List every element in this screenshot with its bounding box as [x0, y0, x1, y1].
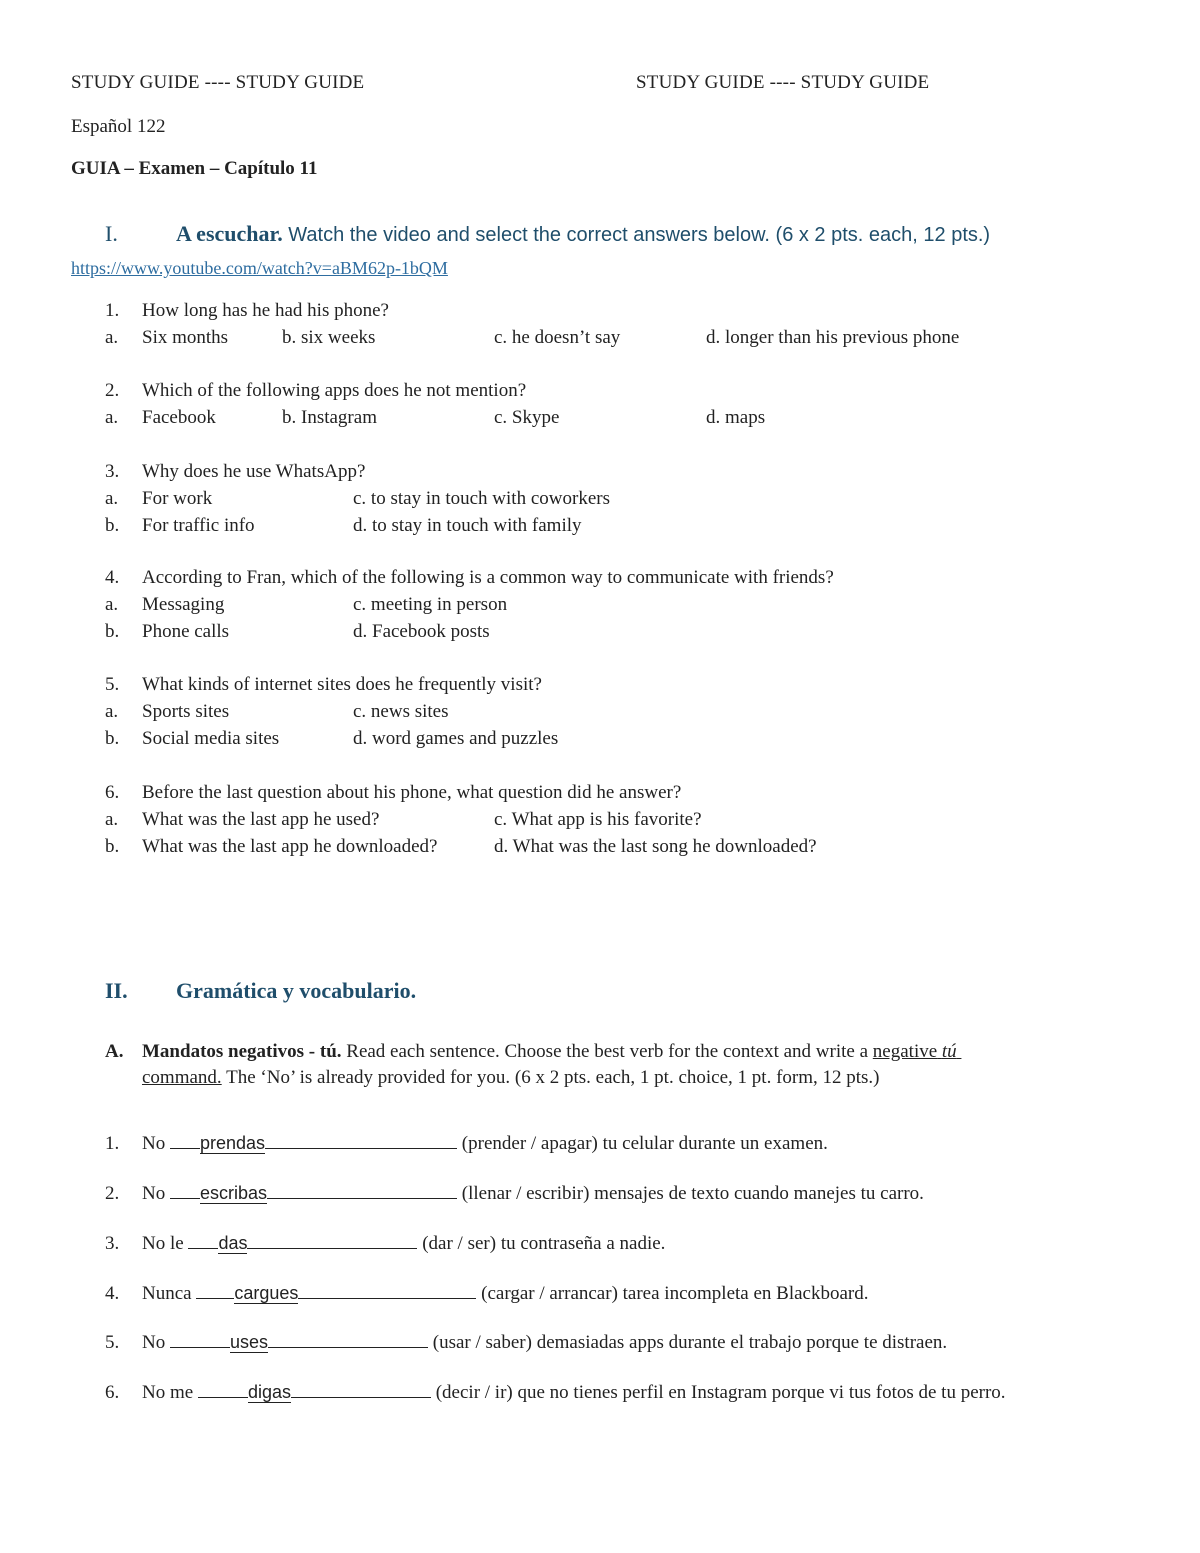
answer-option[interactable]: c. to stay in touch with coworkers [353, 488, 610, 509]
partA-title: Mandatos negativos - tú. [142, 1041, 342, 1062]
sentence-start: No le [142, 1233, 184, 1254]
answer-option[interactable]: d. word games and puzzles [353, 728, 559, 749]
answer-option[interactable]: d. to stay in touch with family [353, 515, 582, 536]
blank-line [247, 1248, 417, 1249]
sentence-end: (usar / saber) demasiadas apps durante el trabajo porque te distraen. [432, 1332, 948, 1353]
option-letter: b. [105, 515, 120, 536]
answer-option[interactable]: c. he doesn’t say [494, 327, 621, 348]
page-title: GUIA – Examen – Capítulo 11 [71, 158, 318, 179]
blank-line [170, 1198, 200, 1199]
blank-line [170, 1347, 230, 1348]
question-text: According to Fran, which of the following is a common way to communicate with friends? [142, 567, 834, 588]
command-sentence [142, 1283, 868, 1305]
question-number: 6. [105, 782, 120, 803]
blank-line [268, 1347, 428, 1348]
blank-line [196, 1298, 234, 1299]
item-number: 5. [105, 1332, 120, 1353]
item-number: 1. [105, 1133, 120, 1154]
answer-option[interactable]: Six months [142, 327, 229, 348]
question-text: Which of the following apps does he not mention? [142, 380, 527, 401]
option-letter: a. [105, 407, 119, 428]
partA-instructions-line1 [142, 1041, 961, 1063]
answer-field[interactable]: cargues [234, 1283, 299, 1303]
answer-option[interactable]: d. maps [706, 407, 766, 428]
answer-option[interactable]: For traffic info [142, 515, 255, 536]
command-sentence [142, 1233, 665, 1255]
partA-instructions-line2 [142, 1067, 880, 1089]
answer-option[interactable]: c. What app is his favorite? [494, 809, 702, 830]
sentence-start: No [142, 1133, 166, 1154]
section2-heading: Gramática y vocabulario. [176, 978, 417, 1003]
answer-option[interactable]: For work [142, 488, 213, 509]
blank-line [198, 1397, 248, 1398]
course-name: Español 122 [71, 116, 166, 137]
question-text: How long has he had his phone? [142, 300, 389, 321]
answer-option[interactable]: d. Facebook posts [353, 621, 490, 642]
option-letter: b. [105, 621, 120, 642]
sentence-end: (prender / apagar) tu celular durante un examen. [461, 1133, 828, 1154]
answer-field[interactable]: das [218, 1233, 248, 1253]
sentence-start: No me [142, 1382, 194, 1403]
partA-command: command. [142, 1067, 222, 1088]
blank-line [188, 1248, 218, 1249]
option-letter: a. [105, 701, 119, 722]
option-letter: a. [105, 488, 119, 509]
item-number: 6. [105, 1382, 120, 1403]
section1-heading [176, 221, 990, 247]
answer-option[interactable]: What was the last app he used? [142, 809, 380, 830]
option-letter: a. [105, 594, 119, 615]
sentence-start: No [142, 1332, 166, 1353]
command-sentence [142, 1183, 924, 1205]
sentence-end: (cargar / arrancar) tarea incompleta en Blackboard. [481, 1283, 869, 1304]
question-text: Why does he use WhatsApp? [142, 461, 366, 482]
question-number: 2. [105, 380, 120, 401]
answer-option[interactable]: c. meeting in person [353, 594, 508, 615]
option-letter: b. [105, 728, 120, 749]
sentence-end: (llenar / escribir) mensajes de texto cuando manejes tu carro. [461, 1183, 924, 1204]
header-left: STUDY GUIDE ---- STUDY GUIDE [71, 72, 365, 93]
answer-option[interactable]: c. Skype [494, 407, 560, 428]
sentence-start: Nunca [142, 1283, 192, 1304]
partA-negative: negative tú [872, 1041, 957, 1062]
answer-option[interactable]: What was the last app he downloaded? [142, 836, 438, 857]
answer-field[interactable]: escribas [199, 1183, 268, 1203]
blank-line [298, 1298, 476, 1299]
command-sentence [142, 1332, 947, 1354]
answer-option[interactable]: Messaging [142, 594, 225, 615]
partA-instr2: The ‘No’ is already provided for you. (6 x 2 pts. each, 1 pt. choice, 1 pt. form, 12 pts.) [226, 1067, 880, 1088]
question-number: 4. [105, 567, 120, 588]
answer-option[interactable]: Facebook [142, 407, 216, 428]
item-number: 3. [105, 1233, 120, 1254]
section1-number: I. [105, 221, 118, 246]
partA-instr1: Read each sentence. Choose the best verb for the context and write a [346, 1041, 869, 1062]
option-letter: b. [105, 836, 120, 857]
sentence-end: (dar / ser) tu contraseña a nadie. [422, 1233, 666, 1254]
answer-option[interactable]: b. Instagram [282, 407, 377, 428]
blank-line [265, 1148, 457, 1149]
answer-option[interactable]: Social media sites [142, 728, 280, 749]
option-letter: a. [105, 809, 119, 830]
blank-line [267, 1198, 457, 1199]
question-text: What kinds of internet sites does he frequently visit? [142, 674, 542, 695]
answer-option[interactable]: c. news sites [353, 701, 449, 722]
sentence-end: (decir / ir) que no tienes perfil en Instagram porque vi tus fotos de tu perro. [435, 1382, 1006, 1403]
question-number: 5. [105, 674, 120, 695]
section1-instructions: Watch the video and select the correct answers below. (6 x 2 pts. each, 12 pts.) [288, 224, 991, 246]
answer-field[interactable]: uses [229, 1332, 269, 1352]
answer-option[interactable]: d. longer than his previous phone [706, 327, 960, 348]
question-number: 3. [105, 461, 120, 482]
question-text: Before the last question about his phone, what question did he answer? [142, 782, 682, 803]
answer-option[interactable]: d. What was the last song he downloaded? [494, 836, 817, 857]
item-number: 4. [105, 1283, 120, 1304]
partA-letter: A. [105, 1041, 124, 1062]
option-letter: a. [105, 327, 119, 348]
answer-option[interactable]: Phone calls [142, 621, 230, 642]
item-number: 2. [105, 1183, 120, 1204]
sentence-start: No [142, 1183, 166, 1204]
section1-name: A escuchar. [176, 221, 283, 246]
answer-field[interactable]: digas [247, 1382, 291, 1402]
command-sentence [142, 1382, 1006, 1404]
command-sentence [142, 1133, 828, 1155]
header-right: STUDY GUIDE ---- STUDY GUIDE [636, 72, 930, 93]
answer-field[interactable]: prendas [199, 1133, 266, 1153]
question-number: 1. [105, 300, 120, 321]
answer-option[interactable]: Sports sites [142, 701, 230, 722]
blank-line [170, 1148, 200, 1149]
section2-number: II. [105, 978, 128, 1003]
video-link[interactable]: https://www.youtube.com/watch?v=aBM62p-1bQM [71, 258, 448, 278]
blank-line [291, 1397, 431, 1398]
answer-option[interactable]: b. six weeks [282, 327, 376, 348]
